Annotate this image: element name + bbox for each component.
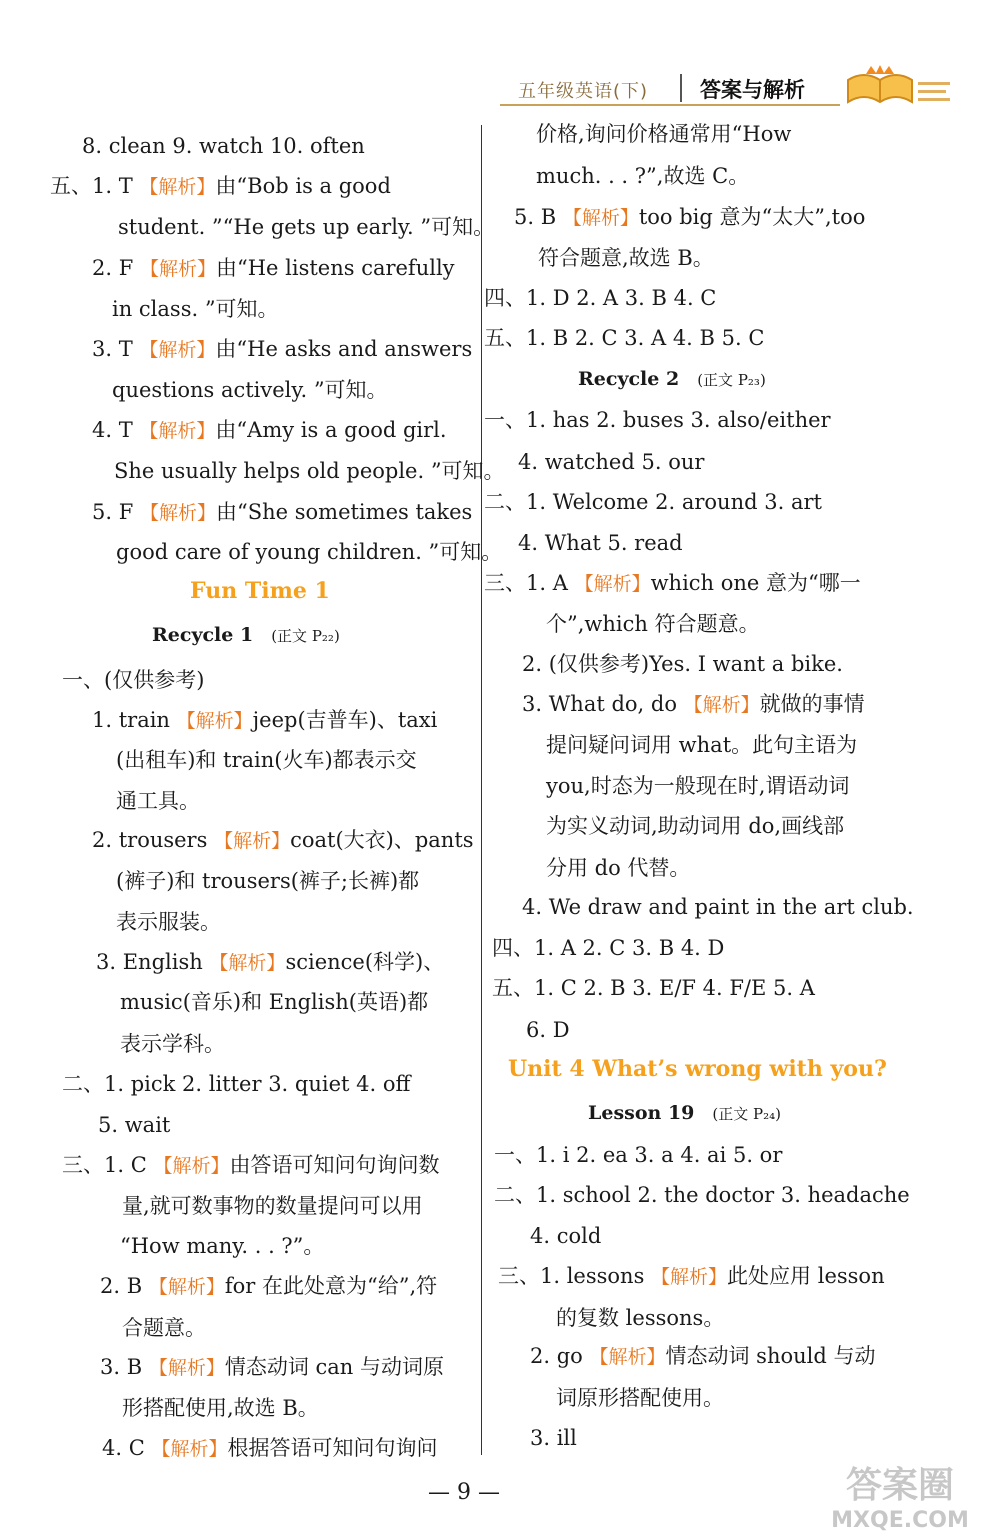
analysis-tag: 【解析】: [148, 1276, 225, 1298]
answer-text: 三、1. lessons: [498, 1264, 652, 1288]
answer-line: [522, 690, 865, 719]
answer-line: [546, 610, 760, 638]
lesson19-title: Lesson 19: [588, 1102, 695, 1124]
answer-text: in class. ”可知。: [112, 297, 279, 321]
answer-line: [122, 1394, 319, 1422]
analysis-text: coat(大衣)、pants: [290, 828, 474, 852]
answer-line: [92, 254, 455, 283]
answer-text: 5. B: [514, 205, 563, 229]
answer-line: [100, 1272, 437, 1301]
answer-text: “How many. . . ?”。: [120, 1234, 325, 1258]
answer-text: 一、1. has 2. buses 3. also/either: [484, 408, 831, 432]
answer-text: 2. trousers: [92, 828, 215, 852]
answer-text: 五、1. C 2. B 3. E/F 4. F/E 5. A: [492, 976, 815, 1000]
answer-text: (裤子)和 trousers(裤子;长裤)都: [116, 869, 420, 893]
answer-text: 2. B: [100, 1274, 149, 1298]
analysis-text: 此处应用 lesson: [727, 1264, 885, 1288]
recycle2-heading: [578, 368, 766, 390]
answer-line: [536, 120, 791, 148]
answer-text: 4. cold: [530, 1224, 602, 1248]
answer-line: [556, 1304, 724, 1332]
analysis-text: for 在此处意为“给”,符: [224, 1274, 438, 1298]
answer-line: [522, 650, 843, 678]
analysis-text: science(科学)、: [285, 950, 445, 974]
answer-text: 3. English: [96, 950, 210, 974]
page-number: — 9 —: [428, 1480, 500, 1505]
header-separator: [680, 74, 682, 102]
answer-text: 通工具。: [116, 789, 200, 813]
analysis-text: 情态动词 should 与动: [665, 1344, 876, 1368]
answer-line: [98, 1111, 170, 1139]
answer-line: [556, 1384, 724, 1412]
answer-line: [484, 488, 822, 516]
answer-text: music(音乐)和 English(英语)都: [120, 990, 429, 1014]
answer-text: 词原形搭配使用。: [556, 1386, 724, 1410]
answer-line: [62, 1151, 439, 1180]
answer-text: 二、1. pick 2. litter 3. quiet 4. off: [62, 1072, 411, 1096]
recycle1-heading: [152, 624, 340, 646]
answer-text: 为实义动词,助动词用 do,画线部: [546, 814, 845, 838]
analysis-tag: 【解析】: [139, 176, 216, 198]
answer-line: [526, 1016, 570, 1044]
answer-line: [484, 324, 764, 352]
analysis-text: 根据答语可知问句询问: [227, 1436, 438, 1460]
answer-line: [536, 162, 749, 190]
answer-text: 6. D: [526, 1018, 570, 1042]
analysis-text: too big 意为“太大”,too: [638, 205, 866, 229]
header-rule: [500, 104, 840, 106]
answer-line: [484, 284, 716, 312]
answer-text: 个”,which 符合题意。: [546, 612, 760, 636]
answer-line: [112, 295, 279, 323]
analysis-tag: 【解析】: [139, 258, 216, 280]
answer-line: [546, 731, 857, 759]
answer-text: 五、1. T: [50, 174, 140, 198]
answer-text: 五、1. B 2. C 3. A 4. B 5. C: [484, 326, 765, 350]
answer-line: [92, 335, 472, 364]
answer-text: 3. T: [92, 337, 140, 361]
answer-line: [546, 854, 690, 882]
analysis-tag: 【解析】: [589, 1346, 666, 1368]
answer-line: [92, 706, 437, 735]
answer-text: 5. F: [92, 500, 140, 524]
answer-text: (出租车)和 train(火车)都表示交: [116, 748, 417, 772]
watermark-url: MXQE.COM: [831, 1508, 969, 1533]
answer-line: [120, 988, 428, 1016]
analysis-tag: 【解析】: [151, 1438, 228, 1460]
answer-text: 一、(仅供参考): [62, 668, 205, 692]
answer-line: [118, 213, 494, 241]
answer-line: [114, 457, 505, 485]
answer-line: [96, 948, 444, 977]
column-divider: [481, 125, 482, 1455]
answer-text: 二、1. Welcome 2. around 3. art: [484, 490, 822, 514]
answer-line: [92, 416, 447, 445]
answer-text: 5. wait: [98, 1113, 171, 1137]
answer-line: [530, 1424, 577, 1452]
answer-text: 提问疑问词用 what。此句主语为: [546, 733, 858, 757]
answer-line: [530, 1342, 875, 1371]
answer-line: [112, 376, 388, 404]
answer-text: 表示服装。: [116, 910, 221, 934]
answer-line: [92, 826, 474, 855]
analysis-tag: 【解析】: [209, 952, 286, 974]
answer-text: 二、1. school 2. the doctor 3. headache: [494, 1183, 910, 1207]
analysis-text: 由答语可知问句询问数: [229, 1153, 440, 1177]
answer-text: 3. ill: [530, 1426, 577, 1450]
analysis-tag: 【解析】: [153, 1155, 230, 1177]
answer-text: 2. go: [530, 1344, 590, 1368]
answer-line: [518, 448, 704, 476]
analysis-tag: 【解析】: [214, 830, 291, 852]
fun-time-title: Fun Time 1: [190, 578, 330, 604]
answer-line: [92, 498, 472, 527]
unit4-title: Unit 4 What’s wrong with you?: [508, 1056, 887, 1082]
answer-text: 符合题意,故选 B。: [538, 246, 714, 270]
answer-line: [484, 569, 861, 598]
analysis-tag: 【解析】: [651, 1266, 728, 1288]
answer-line: [518, 529, 683, 557]
analysis-tag: 【解析】: [176, 710, 253, 732]
answer-line: [522, 893, 914, 921]
answer-line: [494, 1141, 782, 1169]
answer-text: 4. What 5. read: [518, 531, 683, 555]
answer-text: 表示学科。: [120, 1032, 225, 1056]
answer-line: [62, 666, 204, 694]
answer-line: [122, 1192, 423, 1220]
answer-text: much. . . ?”,故选 C。: [536, 164, 750, 188]
answer-line: [82, 132, 365, 160]
analysis-text: 由“Bob is a good: [215, 174, 391, 198]
answer-text: you,时态为一般现在时,谓语动词: [546, 774, 850, 798]
answer-line: [514, 203, 865, 232]
answer-line: [116, 538, 502, 566]
analysis-tag: 【解析】: [683, 694, 760, 716]
answer-text: 4. watched 5. our: [518, 450, 705, 474]
page-header: [490, 62, 960, 112]
answer-text: 三、1. A: [484, 571, 575, 595]
analysis-text: jeep(吉普车)、taxi: [252, 708, 438, 732]
analysis-tag: 【解析】: [148, 1357, 225, 1379]
answer-line: [120, 1232, 324, 1260]
answer-text: 分用 do 代替。: [546, 856, 691, 880]
answer-text: 4. T: [92, 418, 140, 442]
answer-text: 四、1. D 2. A 3. B 4. C: [484, 286, 717, 310]
answer-line: [120, 1030, 225, 1058]
answer-text: 量,就可数事物的数量提问可以用: [122, 1194, 423, 1218]
analysis-text: 由“She sometimes takes: [215, 500, 473, 524]
answer-text: 1. train: [92, 708, 177, 732]
recycle1-page-ref: (正文 P₂₂): [271, 627, 340, 645]
answer-line: [494, 1181, 910, 1209]
recycle2-title: Recycle 2: [578, 368, 680, 390]
analysis-text: 由“Amy is a good girl.: [215, 418, 447, 442]
answer-line: [492, 974, 815, 1002]
analysis-tag: 【解析】: [562, 207, 639, 229]
answer-text: She usually helps old people. ”可知。: [114, 459, 505, 483]
answer-text: 3. What do, do: [522, 692, 684, 716]
answer-line: [484, 406, 831, 434]
lesson19-heading: [588, 1102, 781, 1124]
answer-text: 3. B: [100, 1355, 149, 1379]
analysis-text: 情态动词 can 与动词原: [224, 1355, 444, 1379]
answer-text: 三、1. C: [62, 1153, 154, 1177]
answer-line: [116, 746, 417, 774]
answer-text: 形搭配使用,故选 B。: [122, 1396, 319, 1420]
answer-text: good care of young children. ”可知。: [116, 540, 503, 564]
watermark-title: 答案圈: [845, 1465, 955, 1506]
analysis-text: 由“He listens carefully: [215, 256, 455, 280]
answer-text: student. ”“He gets up early. ”可知。: [118, 215, 495, 239]
answer-line: [50, 172, 391, 201]
answer-line: [116, 867, 419, 895]
recycle1-title: Recycle 1: [152, 624, 254, 646]
answer-text: 价格,询问价格通常用“How: [536, 122, 792, 146]
answer-line: [546, 772, 849, 800]
header-grade: 五年级英语(下): [518, 81, 649, 102]
analysis-text: which one 意为“哪一: [650, 571, 861, 595]
answer-text: 的复数 lessons。: [556, 1306, 725, 1330]
answer-text: questions actively. ”可知。: [112, 378, 388, 402]
analysis-text: 由“He asks and answers: [215, 337, 473, 361]
open-book-crown-icon: [842, 64, 952, 110]
analysis-tag: 【解析】: [139, 502, 216, 524]
lesson19-page-ref: (正文 P₂₄): [712, 1105, 781, 1123]
analysis-tag: 【解析】: [574, 573, 651, 595]
answer-line: [122, 1314, 206, 1342]
analysis-tag: 【解析】: [139, 339, 216, 361]
answer-text: 四、1. A 2. C 3. B 4. D: [492, 936, 725, 960]
answer-text: 2. F: [92, 256, 140, 280]
answer-text: 8. clean 9. watch 10. often: [82, 134, 365, 158]
analysis-text: 就做的事情: [759, 692, 865, 716]
answer-line: [100, 1353, 444, 1382]
answer-line: [116, 908, 221, 936]
answer-text: 4. We draw and paint in the art club.: [522, 895, 914, 919]
answer-text: 2. (仅供参考)Yes. I want a bike.: [522, 652, 843, 676]
analysis-tag: 【解析】: [139, 420, 216, 442]
answer-line: [530, 1222, 601, 1250]
answer-line: [102, 1434, 437, 1463]
answer-line: [116, 787, 200, 815]
answer-line: [538, 244, 714, 272]
answer-line: [62, 1070, 410, 1098]
header-section-title: 答案与解析: [700, 78, 805, 102]
answer-text: 一、1. i 2. ea 3. a 4. ai 5. or: [494, 1143, 783, 1167]
answer-text: 合题意。: [122, 1316, 206, 1340]
answer-line: [498, 1262, 885, 1291]
site-watermark: [820, 1455, 980, 1535]
answer-line: [492, 934, 724, 962]
answer-line: [546, 812, 844, 840]
answer-text: 4. C: [102, 1436, 152, 1460]
recycle2-page-ref: (正文 P₂₃): [697, 371, 766, 389]
